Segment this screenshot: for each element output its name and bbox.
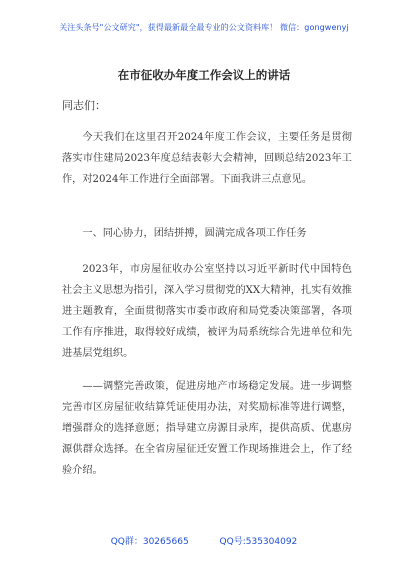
footer-qq-group: QQ群：30265665 [110,537,189,547]
paragraph-policy: ——调整完善政策，促进房地产市场稳定发展。进一步调整完善市区房屋征收结算凭证使用办法，对奖励标准等进行调整，增强群众的选择意愿；指导建立房源目录库，提供高质、优惠房源供群众选择。在全省房屋征迁安置工作现场推进会上，作了经验介绍。 [62,381,352,476]
footer-qq-number: QQ号:535304092 [219,537,298,547]
paragraph-summary: 2023年，市房屋征收办公室坚持以习近平新时代中国特色社会主义思想为指引，深入学习贯彻党的XX大精神，扎实有效推进主题教育，全面贯彻落实市委市政府和局党委决策部署，各项工作有序推进，取得较好成绩，被评为局系统综合先进单位和先进基层党组织。 [62,264,352,359]
greeting: 同志们： [62,99,106,112]
section-heading: 一、同心协力，团结拼搏，圆满完成各项工作任务 [82,228,307,239]
footer-contact [0,534,408,547]
promo-header: 关注头条号"公文研究"，获得最新最全最专业的公文资料库！ 微信：gongwenyj [59,23,349,32]
paragraph-intro: 今天我们在这里召开2024年度工作会议，主要任务是贯彻落实市住建局2023年度总结表彰大会精神，回顾总结2023年工作，对2024年工作进行全面部署。下面我讲三点意见。 [62,132,352,185]
document-title: 在市征收办年度工作会议上的讲话 [117,68,291,82]
